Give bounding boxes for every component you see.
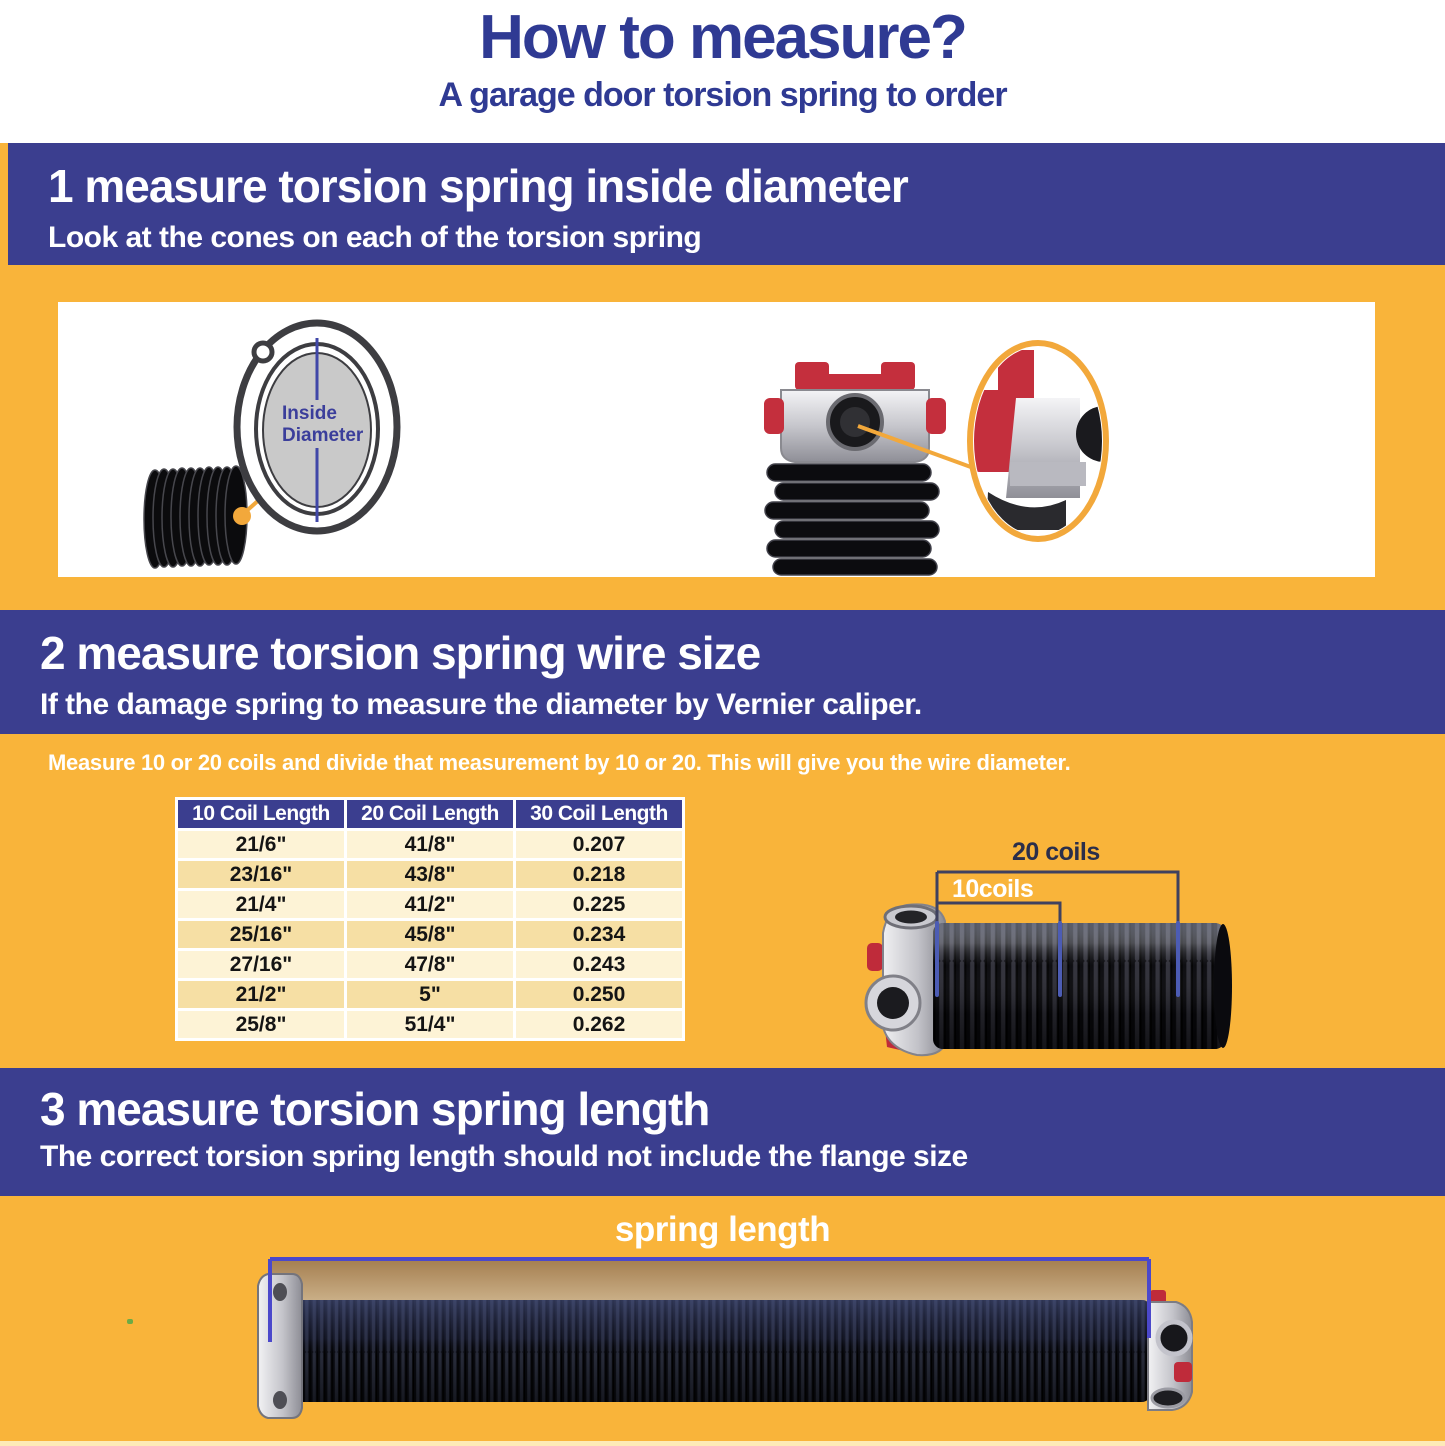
- section1-subheading: Look at the cones on each of the torsion spring: [48, 221, 702, 254]
- section2-heading: 2 measure torsion spring wire size: [40, 627, 761, 679]
- table-cell: 27/16": [177, 950, 346, 980]
- table-cell: 21/2": [177, 980, 346, 1010]
- table-cell: 0.225: [515, 890, 684, 920]
- column-header: 10 Coil Length: [177, 799, 346, 830]
- section3-banner: [0, 1068, 1445, 1196]
- inside-diameter-label-line1: Inside: [282, 403, 337, 424]
- table-cell: 0.262: [515, 1010, 684, 1040]
- inside-diameter-diagram: [58, 302, 1375, 577]
- pointer-dot: [233, 507, 251, 525]
- table-row: [177, 860, 684, 890]
- coil-count-spring-photo: [855, 835, 1295, 1070]
- bottom-edge-line: [0, 1441, 1445, 1446]
- table-cell: 0.234: [515, 920, 684, 950]
- inside-diameter-illustration-box: [58, 302, 1375, 577]
- table-cell: 0.207: [515, 830, 684, 860]
- table-cell: 47/8": [346, 950, 515, 980]
- page-title: How to measure?: [479, 3, 966, 72]
- spring-length-photo: [230, 1250, 1320, 1430]
- section1-banner: [8, 143, 1445, 265]
- table-row: [177, 1010, 684, 1040]
- table-cell: 25/16": [177, 920, 346, 950]
- table-cell: 21/6": [177, 830, 346, 860]
- table-row: [177, 890, 684, 920]
- wire-size-table-body: [177, 830, 684, 1040]
- table-cell: 45/8": [346, 920, 515, 950]
- table-row: [177, 920, 684, 950]
- winding-cone: [1148, 1290, 1192, 1410]
- label-10-coils: 10coils: [952, 875, 1034, 903]
- image-artifact-dot: [127, 1319, 133, 1324]
- ring-bolt-hole: [254, 343, 272, 361]
- table-cell: 43/8": [346, 860, 515, 890]
- section2-banner: [0, 610, 1445, 734]
- label-20-coils: 20 coils: [1012, 838, 1100, 866]
- table-cell: 0.243: [515, 950, 684, 980]
- table-header-row: [177, 799, 684, 830]
- inside-diameter-label-line2: Diameter: [282, 425, 364, 446]
- spring-length-label: spring length: [614, 1210, 831, 1249]
- section1-heading: 1 measure torsion spring inside diameter: [48, 160, 908, 212]
- spring-cross-section-ring: [237, 323, 397, 531]
- torsion-spring-cone-photo: [764, 362, 946, 575]
- cone-zoom-callout: [970, 343, 1132, 539]
- section3-heading: 3 measure torsion spring length: [40, 1083, 710, 1135]
- table-cell: 21/4": [177, 890, 346, 920]
- section2-subheading: If the damage spring to measure the diameter by Vernier caliper.: [40, 688, 922, 721]
- table-cell: 41/8": [346, 830, 515, 860]
- page-subtitle: A garage door torsion spring to order: [438, 76, 1007, 114]
- table-row: [177, 950, 684, 980]
- table-cell: 51/4": [346, 1010, 515, 1040]
- wire-size-table: [175, 797, 685, 1041]
- table-cell: 5": [346, 980, 515, 1010]
- table-cell: 0.250: [515, 980, 684, 1010]
- spring-coil-illustration: [144, 466, 247, 568]
- section3-subheading: The correct torsion spring length should not include the flange size: [40, 1140, 968, 1173]
- table-cell: 41/2": [346, 890, 515, 920]
- column-header: 30 Coil Length: [515, 799, 684, 830]
- flange-plate: [258, 1274, 302, 1418]
- table-cell: 25/8": [177, 1010, 346, 1040]
- table-row: [177, 980, 684, 1010]
- table-row: [177, 830, 684, 860]
- measure-note: Measure 10 or 20 coils and divide that measurement by 10 or 20. This will give you the wire diameter.: [48, 750, 1071, 775]
- column-header: 20 Coil Length: [346, 799, 515, 830]
- table-cell: 23/16": [177, 860, 346, 890]
- table-cell: 0.218: [515, 860, 684, 890]
